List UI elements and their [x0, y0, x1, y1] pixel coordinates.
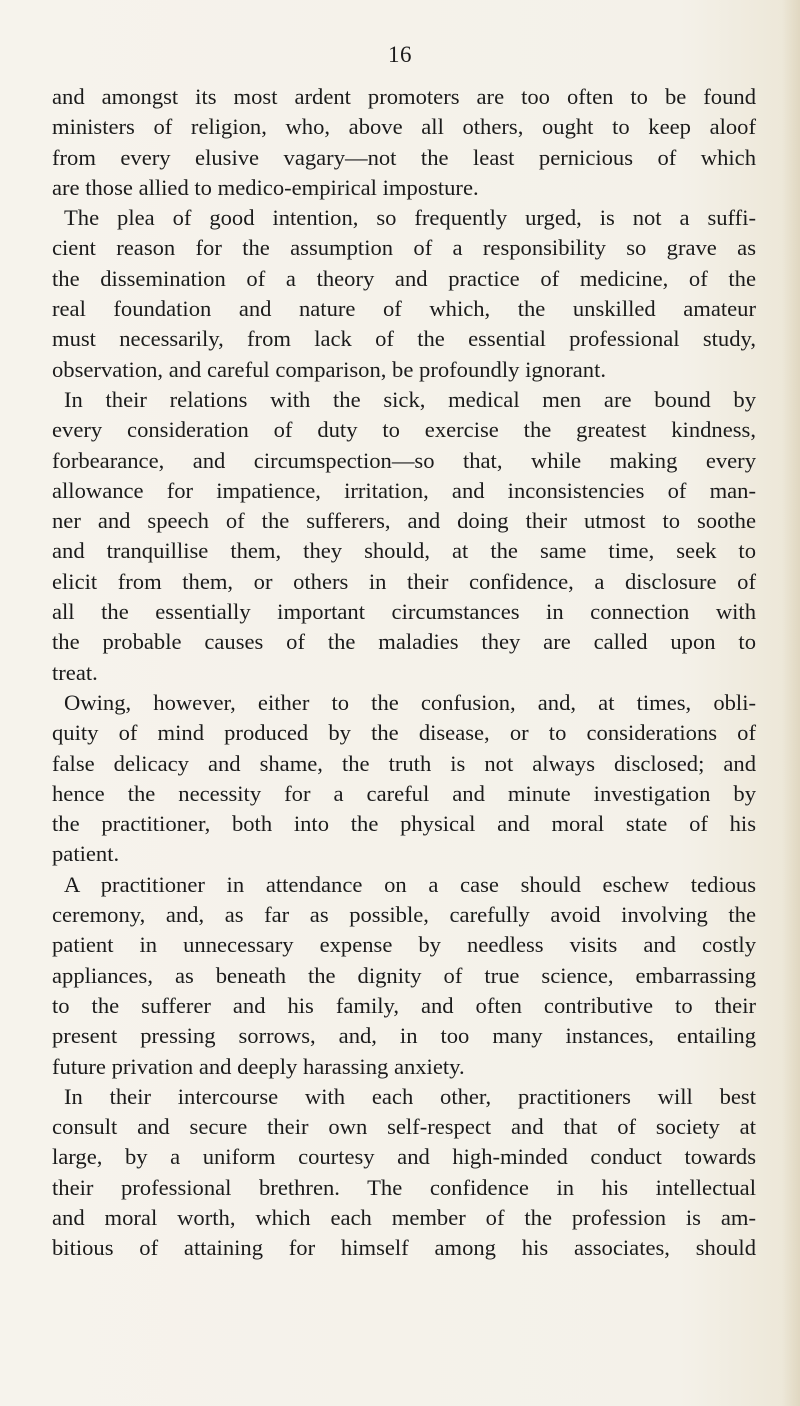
text-line: false delicacy and shame, the truth is not always disclosed; and [52, 750, 756, 776]
text-line: The plea of good intention, so frequently urged, is not a suffi- [64, 205, 756, 231]
text-line: ceremony, and, as far as possible, carefully avoid involving the [52, 902, 756, 928]
text-line: quity of mind produced by the disease, or to considerations of [52, 720, 756, 746]
text-line: every consideration of duty to exercise the greatest kindness, [52, 417, 756, 443]
text-line: the probable causes of the maladies they are called upon to [52, 629, 756, 655]
text-line: patient in unnecessary expense by needless visits and costly [52, 932, 756, 958]
text-line: to the sufferer and his family, and often contributive to their [52, 992, 756, 1018]
text-line: and amongst its most ardent promoters are too often to be found [52, 84, 756, 109]
text-line: real foundation and nature of which, the unskilled amateur [52, 296, 756, 322]
text-line: allowance for impatience, irritation, and inconsistencies of man- [52, 477, 756, 503]
text-line: hence the necessity for a careful and minute investigation by [52, 780, 756, 806]
text-line: large, by a uniform courtesy and high-minded conduct towards [52, 1144, 756, 1170]
text-line: elicit from them, or others in their confidence, a disclosure of [52, 568, 756, 594]
page-edge-shadow [782, 0, 800, 1406]
text-line: future privation and deeply harassing anxiety. [52, 1053, 465, 1079]
text-line: Owing, however, either to the confusion, and, at times, obli- [64, 689, 756, 715]
text-line: are those allied to medico-empirical imposture. [52, 174, 479, 200]
text-line: all the essentially important circumstances in connection with [52, 599, 756, 625]
page-number: 16 [388, 42, 412, 67]
text-line: cient reason for the assumption of a responsibility so grave as [52, 235, 756, 261]
text-line: must necessarily, from lack of the essential professional study, [52, 326, 756, 352]
text-line: In their intercourse with each other, practitioners will best [64, 1083, 756, 1109]
text-line: present pressing sorrows, and, in too many instances, entailing [52, 1023, 756, 1049]
text-line: the dissemination of a theory and practice of medicine, of the [52, 265, 756, 291]
text-line: from every elusive vagary—not the least pernicious of which [52, 144, 756, 170]
text-line: their professional brethren. The confidence in his intellectual [52, 1174, 756, 1200]
text-line: A practitioner in attendance on a case should eschew tedious [64, 871, 756, 897]
text-line: consult and secure their own self-respect and that of society at [52, 1114, 756, 1140]
text-line: treat. [52, 659, 98, 685]
text-line: In their relations with the sick, medical men are bound by [64, 386, 756, 412]
text-line: and moral worth, which each member of the profession is am- [52, 1204, 756, 1230]
text-line: observation, and careful comparison, be profoundly ignorant. [52, 356, 607, 382]
text-line: forbearance, and circumspection—so that, while making every [52, 447, 756, 473]
text-line: bitious of attaining for himself among his associates, should [52, 1235, 756, 1261]
text-line: the practitioner, both into the physical and moral state of his [52, 811, 756, 837]
text-line: patient. [52, 841, 120, 867]
text-line: ner and speech of the sufferers, and doing their utmost to soothe [52, 508, 756, 534]
body-text [52, 82, 756, 1264]
text-line: ministers of religion, who, above all others, ought to keep aloof [52, 114, 756, 140]
text-line: appliances, as beneath the dignity of true science, embarrassing [52, 962, 756, 988]
text-line: and tranquillise them, they should, at the same time, seek to [52, 538, 756, 564]
